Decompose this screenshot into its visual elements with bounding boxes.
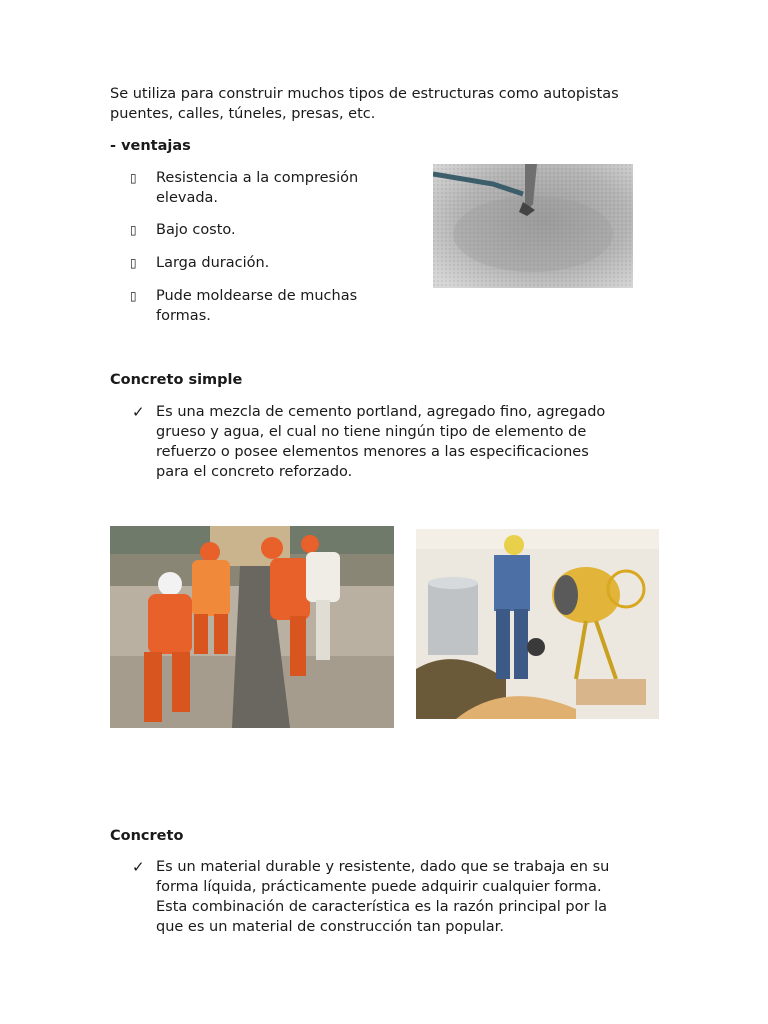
bullet-icon: ▯: [130, 256, 137, 270]
list-item: [130, 220, 390, 240]
intro-line-1: Se utiliza para construir muchos tipos de estructuras como autopistas: [110, 86, 619, 102]
list-item-line: formas.: [156, 308, 211, 324]
list-item: [130, 286, 390, 326]
workers-pouring-concrete-photo: [110, 526, 394, 728]
paragraph-line: Esta combinación de característica es la razón principal por la: [156, 899, 607, 915]
paragraph-line: Es un material durable y resistente, dado que se trabaja en su: [156, 859, 610, 875]
list-item: [130, 253, 390, 273]
paragraph-line: Es una mezcla de cemento portland, agregado fino, agregado: [156, 404, 606, 420]
list-item-line: elevada.: [156, 190, 219, 206]
paragraph-line: para el concreto reforzado.: [156, 464, 353, 480]
list-item: [130, 857, 650, 937]
bullet-icon: ▯: [130, 171, 137, 185]
concrete-mixer-illustration: [416, 529, 659, 719]
paragraph-line: forma líquida, prácticamente puede adquirir cualquier forma.: [156, 879, 602, 895]
paragraph-line: refuerzo o posee elementos menores a las especificaciones: [156, 444, 589, 460]
list-item: [130, 168, 390, 208]
list-item-line: Pude moldearse de muchas: [156, 288, 358, 304]
list-item: [130, 402, 650, 482]
bullet-icon: ▯: [130, 289, 137, 303]
bullet-icon: ▯: [130, 223, 137, 237]
checkmark-icon: ✓: [132, 403, 145, 421]
concreto-heading: Concreto: [110, 828, 184, 844]
paragraph-line: que es un material de construcción tan popular.: [156, 919, 504, 935]
paragraph-line: grueso y agua, el cual no tiene ningún tipo de elemento de: [156, 424, 587, 440]
intro-line-2: puentes, calles, túneles, presas, etc.: [110, 106, 376, 122]
checkmark-icon: ✓: [132, 858, 145, 876]
list-item-line: Bajo costo.: [156, 222, 236, 238]
cement-pouring-photo: [433, 164, 633, 288]
concreto-simple-heading: Concreto simple: [110, 372, 243, 388]
list-item-line: Larga duración.: [156, 255, 270, 271]
list-item-line: Resistencia a la compresión: [156, 170, 359, 186]
intro-paragraph: [110, 84, 670, 124]
ventajas-heading: - ventajas: [110, 138, 191, 154]
